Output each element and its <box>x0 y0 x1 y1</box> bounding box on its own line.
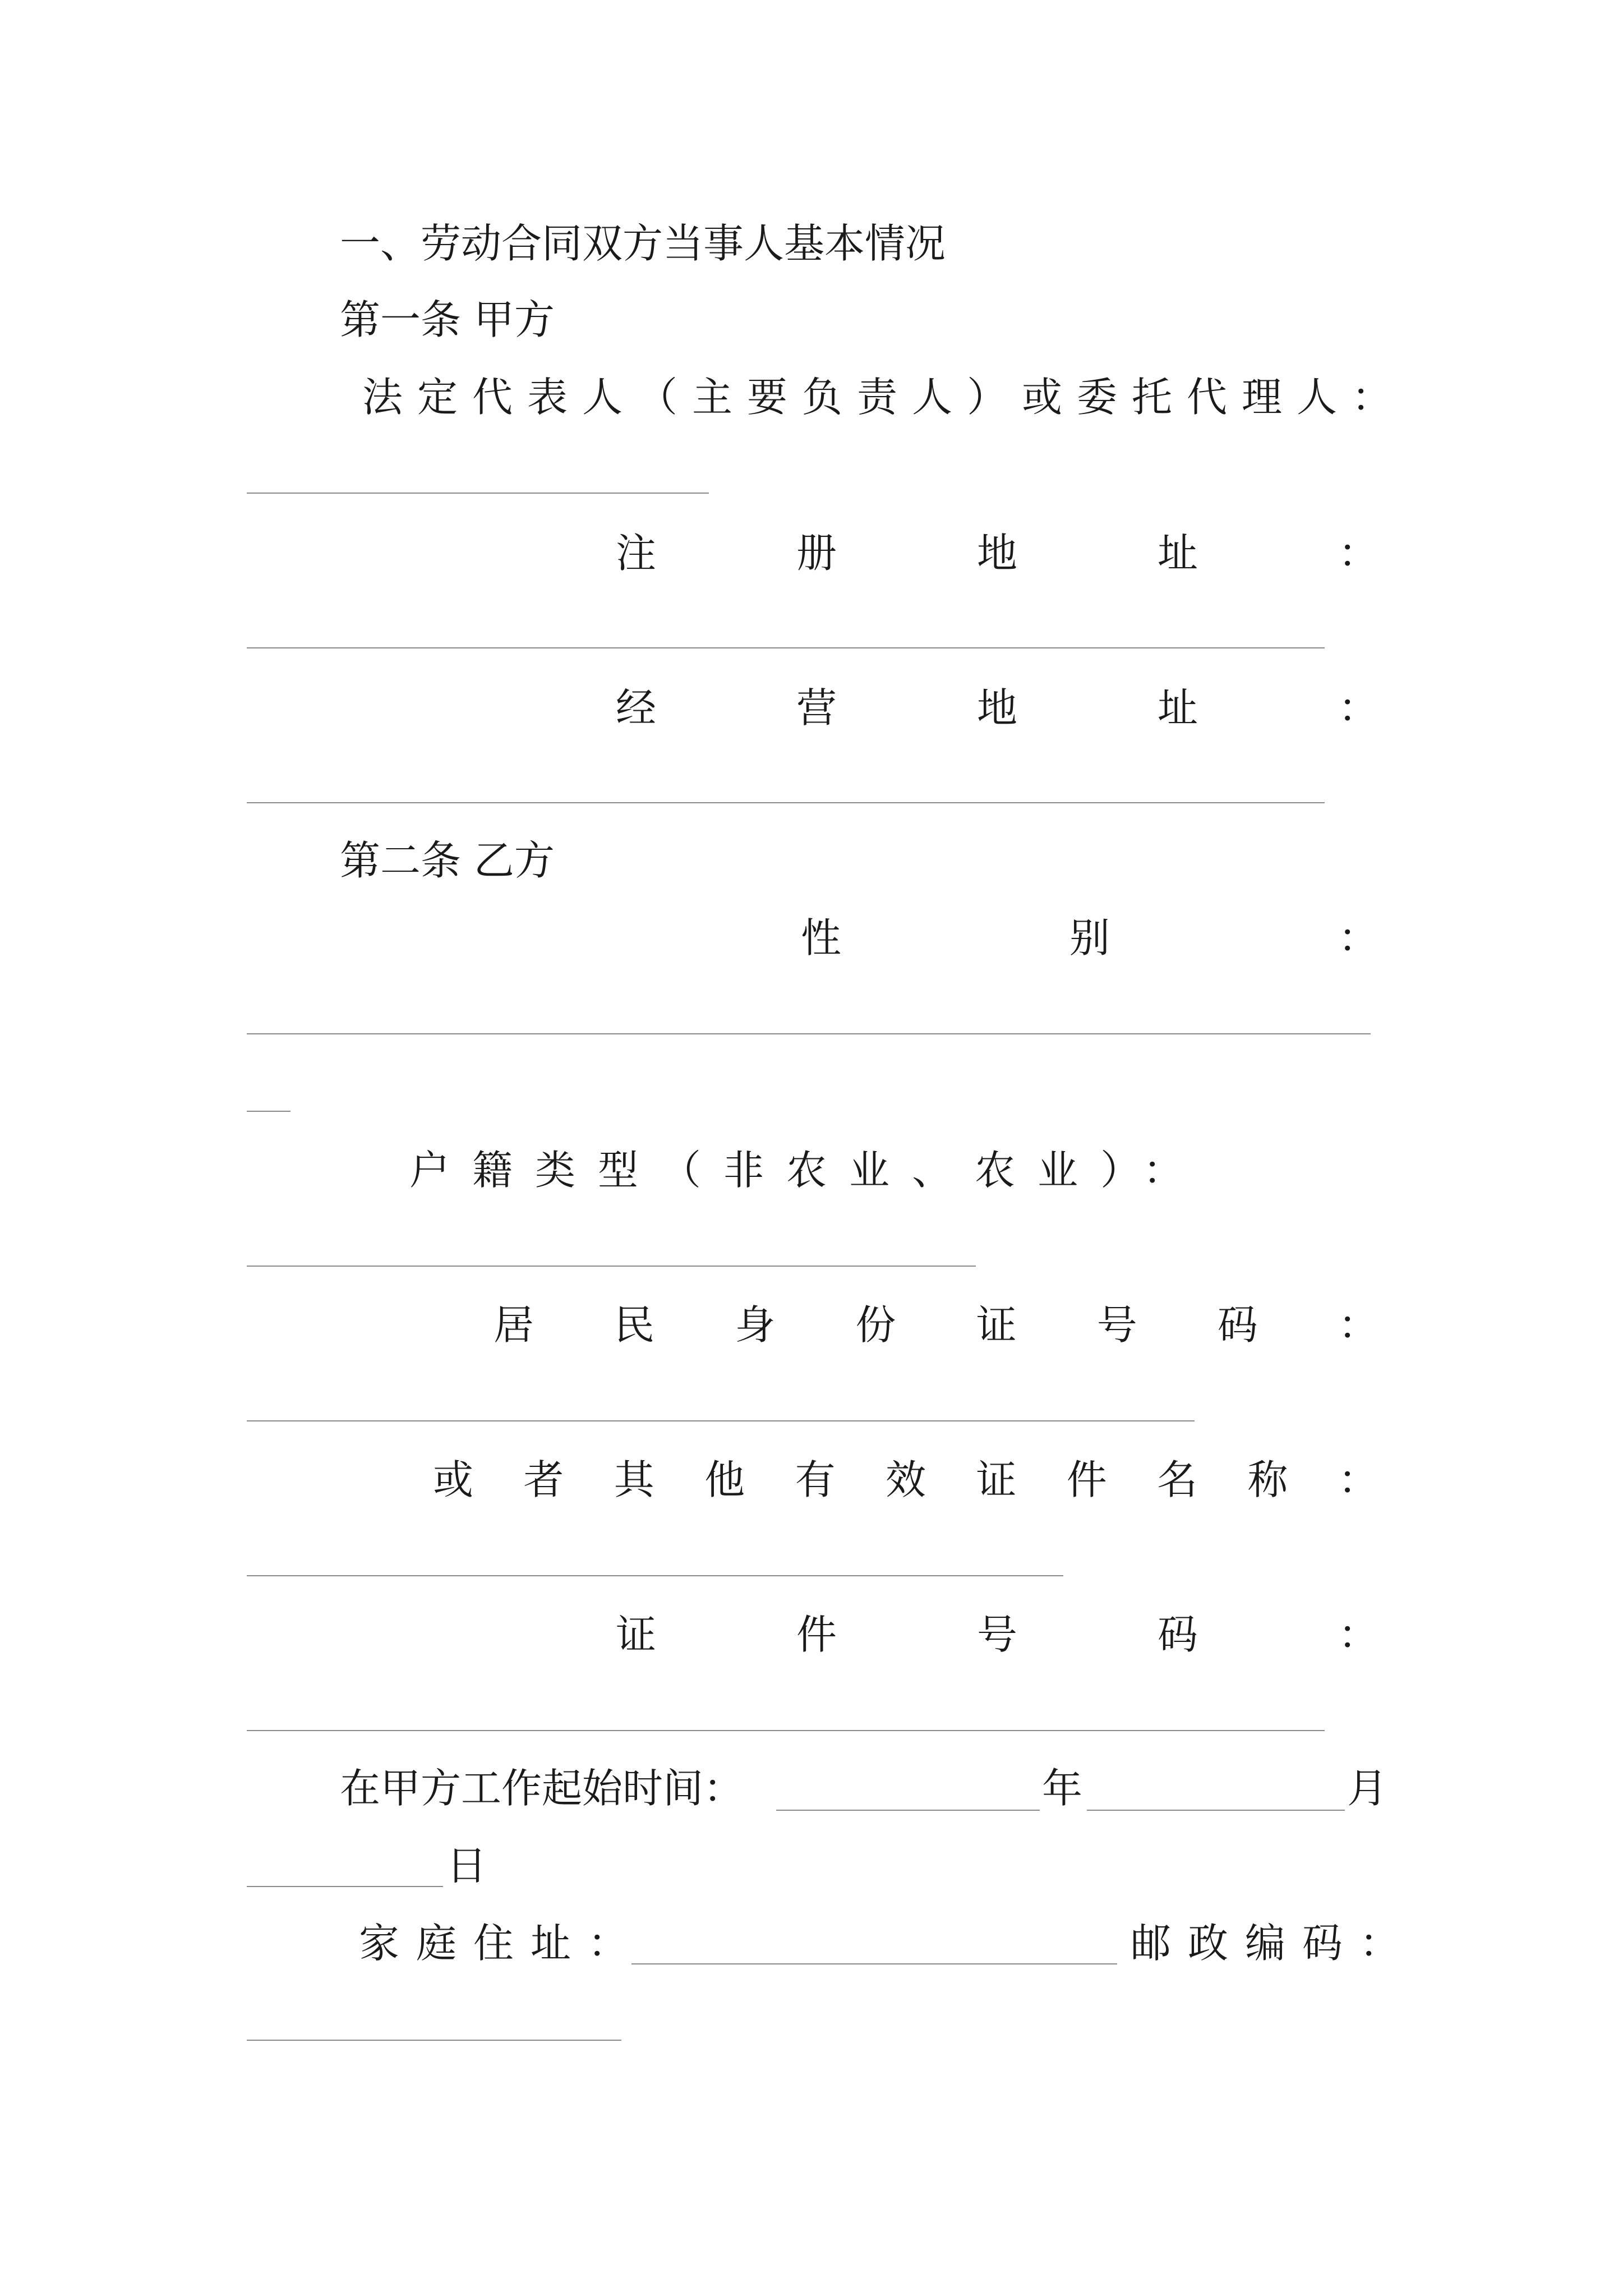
biz-address-label: 经 营 地 址 ： <box>616 684 1378 731</box>
doc-number-label: 证 件 号 码 ： <box>616 1611 1378 1658</box>
household-type-field[interactable] <box>247 1266 976 1267</box>
start-month-field[interactable] <box>1087 1810 1345 1811</box>
day-label: 日 <box>446 1842 487 1889</box>
reg-address-label: 注 册 地 址 ： <box>616 530 1378 577</box>
household-type-label: 户籍类型（非农业、农业）： <box>409 1147 1206 1194</box>
biz-address-field[interactable] <box>247 802 1325 803</box>
start-year-field[interactable] <box>776 1810 1040 1811</box>
reg-address-field[interactable] <box>247 647 1325 648</box>
legal-rep-label: 法定代表人（主要负责人）或委托代理人： <box>362 374 1407 421</box>
other-id-label: 或 者 其 他 有 效 证 件 名 称 ： <box>433 1456 1378 1503</box>
legal-rep-field[interactable] <box>247 493 709 494</box>
start-time-label: 在甲方工作起始时间： <box>340 1765 744 1812</box>
gender-field-continuation[interactable] <box>247 1111 291 1112</box>
section-title: 一、劳动合同双方当事人基本情况 <box>340 220 946 267</box>
home-address-field[interactable] <box>631 1963 1117 1964</box>
other-id-field[interactable] <box>247 1575 1063 1576</box>
start-day-field[interactable] <box>247 1886 443 1887</box>
gender-field[interactable] <box>247 1033 1371 1034</box>
doc-number-field[interactable] <box>247 1730 1325 1731</box>
article-1-title: 第一条 甲方 <box>340 296 555 343</box>
id-number-label: 居 民 身 份 证 号 码 ： <box>494 1301 1378 1349</box>
postal-code-label: 邮政编码： <box>1131 1920 1417 1967</box>
id-number-field[interactable] <box>247 1420 1195 1421</box>
gender-label: 性 别 ： <box>801 914 1378 961</box>
article-2-title: 第二条 乙方 <box>340 837 555 884</box>
year-label: 年 <box>1042 1765 1083 1812</box>
month-label: 月 <box>1347 1765 1388 1812</box>
postal-code-field[interactable] <box>247 2040 621 2041</box>
home-address-label: 家庭住址： <box>359 1920 645 1967</box>
